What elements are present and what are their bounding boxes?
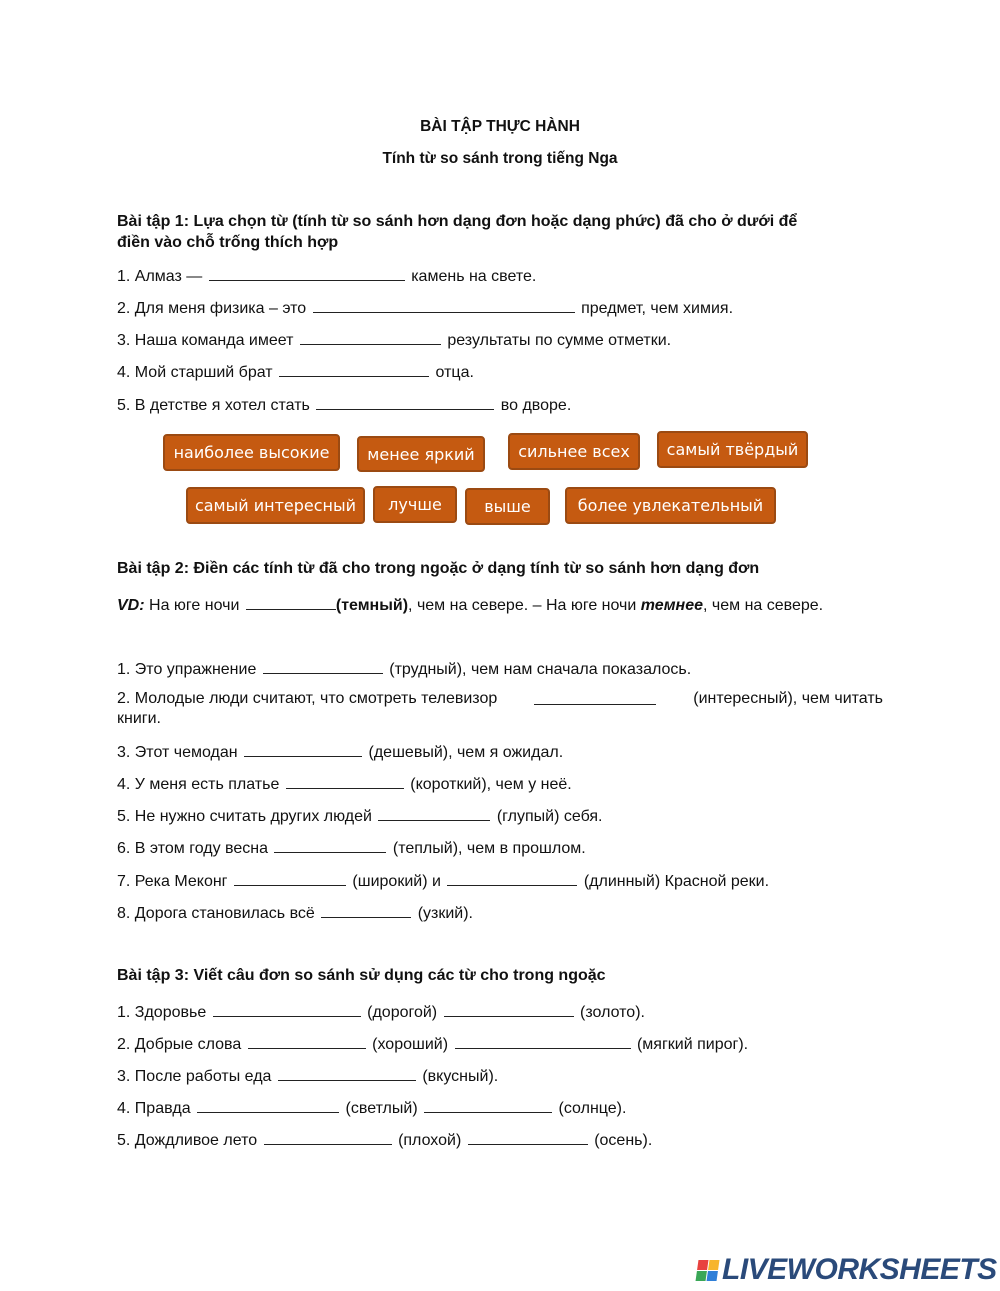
page-title: BÀI TẬP THỰC HÀNH [420,118,580,135]
exercise1-item-3: 3. Наша команда имеет результаты по сумме отметки. [117,329,671,351]
exercise2-item-8: 8. Дорога становилась всё (узкий). [117,902,473,924]
answer-blank[interactable] [286,773,404,789]
exercise3-item-1: 1. Здоровье (дорогой) (золото). [117,1001,645,1023]
answer-blank[interactable] [209,265,405,281]
answer-blank[interactable] [264,1129,392,1145]
exercise2-item-2: 2. Молодые люди считают, что смотреть телевизор (интересный), чем читать книги. [117,690,883,727]
answer-blank[interactable] [213,1001,361,1017]
answer-blank[interactable] [244,741,362,757]
answer-blank[interactable] [447,870,577,886]
answer-blank[interactable] [468,1129,588,1145]
example-blank [246,594,336,610]
word-chip[interactable]: самый твёрдый [657,431,808,468]
liveworksheets-logo [697,1254,997,1286]
exercise2-example: VD: На юге ночи (темный), чем на севере. – На юге ночи темнее, чем на севере. [117,594,823,615]
exercise1-item-5: 5. В детстве я хотел стать во дворе. [117,394,571,416]
word-chip[interactable]: наиболее высокие [163,434,340,471]
answer-blank[interactable] [263,658,383,674]
exercise2-item-4: 4. У меня есть платье (короткий), чем у неё. [117,773,572,795]
logo-mark-icon [696,1260,720,1281]
answer-blank[interactable] [378,805,490,821]
word-chip[interactable]: самый интересный [186,487,365,524]
word-chip[interactable]: более увлекательный [565,487,776,524]
exercise1-item-4: 4. Мой старший брат отца. [117,361,474,383]
exercise3-heading: Bài tập 3: Viết câu đơn so sánh sử dụng các từ cho trong ngoặc [117,967,606,984]
word-chip[interactable]: сильнее всех [508,433,640,470]
answer-blank[interactable] [534,689,656,705]
exercise3-item-4: 4. Правда (светлый) (солнце). [117,1097,626,1119]
answer-blank[interactable] [321,902,411,918]
word-chip[interactable]: лучше [373,486,457,523]
exercise1-heading: Bài tập 1: Lựa chọn từ (tính từ so sánh hơn dạng đơn hoặc dạng phức) đã cho ở dưới để [117,213,798,230]
answer-blank[interactable] [444,1001,574,1017]
answer-blank[interactable] [316,394,494,410]
exercise3-item-2: 2. Добрые слова (хороший) (мягкий пирог). [117,1033,748,1055]
answer-blank[interactable] [278,1065,416,1081]
exercise2-item-5: 5. Не нужно считать других людей (глупый) себя. [117,805,603,827]
exercise2-item-3: 3. Этот чемодан (дешевый), чем я ожидал. [117,741,563,763]
exercise3-item-5: 5. Дождливое лето (плохой) (осень). [117,1129,652,1151]
exercise2-heading: Bài tập 2: Điền các tính từ đã cho trong ngoặc ở dạng tính từ so sánh hơn dạng đơn [117,560,760,577]
answer-blank[interactable] [455,1033,631,1049]
answer-blank[interactable] [234,870,346,886]
answer-blank[interactable] [248,1033,366,1049]
exercise2-item-1: 1. Это упражнение (трудный), чем нам сначала показалось. [117,658,691,680]
answer-blank[interactable] [300,329,441,345]
exercise2-item-7: 7. Река Меконг (широкий) и (длинный) Красной реки. [117,870,769,892]
logo-text: LIVEWORKSHEETS [722,1253,997,1286]
answer-blank[interactable] [274,837,386,853]
exercise1-heading-cont: điền vào chỗ trống thích hợp [117,234,339,251]
word-chip[interactable]: менее яркий [357,436,485,472]
answer-blank[interactable] [279,361,429,377]
answer-blank[interactable] [313,297,575,313]
exercise2-item-6: 6. В этом году весна (теплый), чем в прошлом. [117,837,586,859]
answer-blank[interactable] [424,1097,552,1113]
word-chip[interactable]: выше [465,488,550,525]
answer-blank[interactable] [197,1097,339,1113]
exercise1-item-2: 2. Для меня физика – это предмет, чем химия. [117,297,733,319]
exercise1-item-1: 1. Алмаз — камень на свете. [117,265,536,287]
exercise3-item-3: 3. После работы еда (вкусный). [117,1065,498,1087]
page-subtitle: Tính từ so sánh trong tiếng Nga [382,150,618,167]
